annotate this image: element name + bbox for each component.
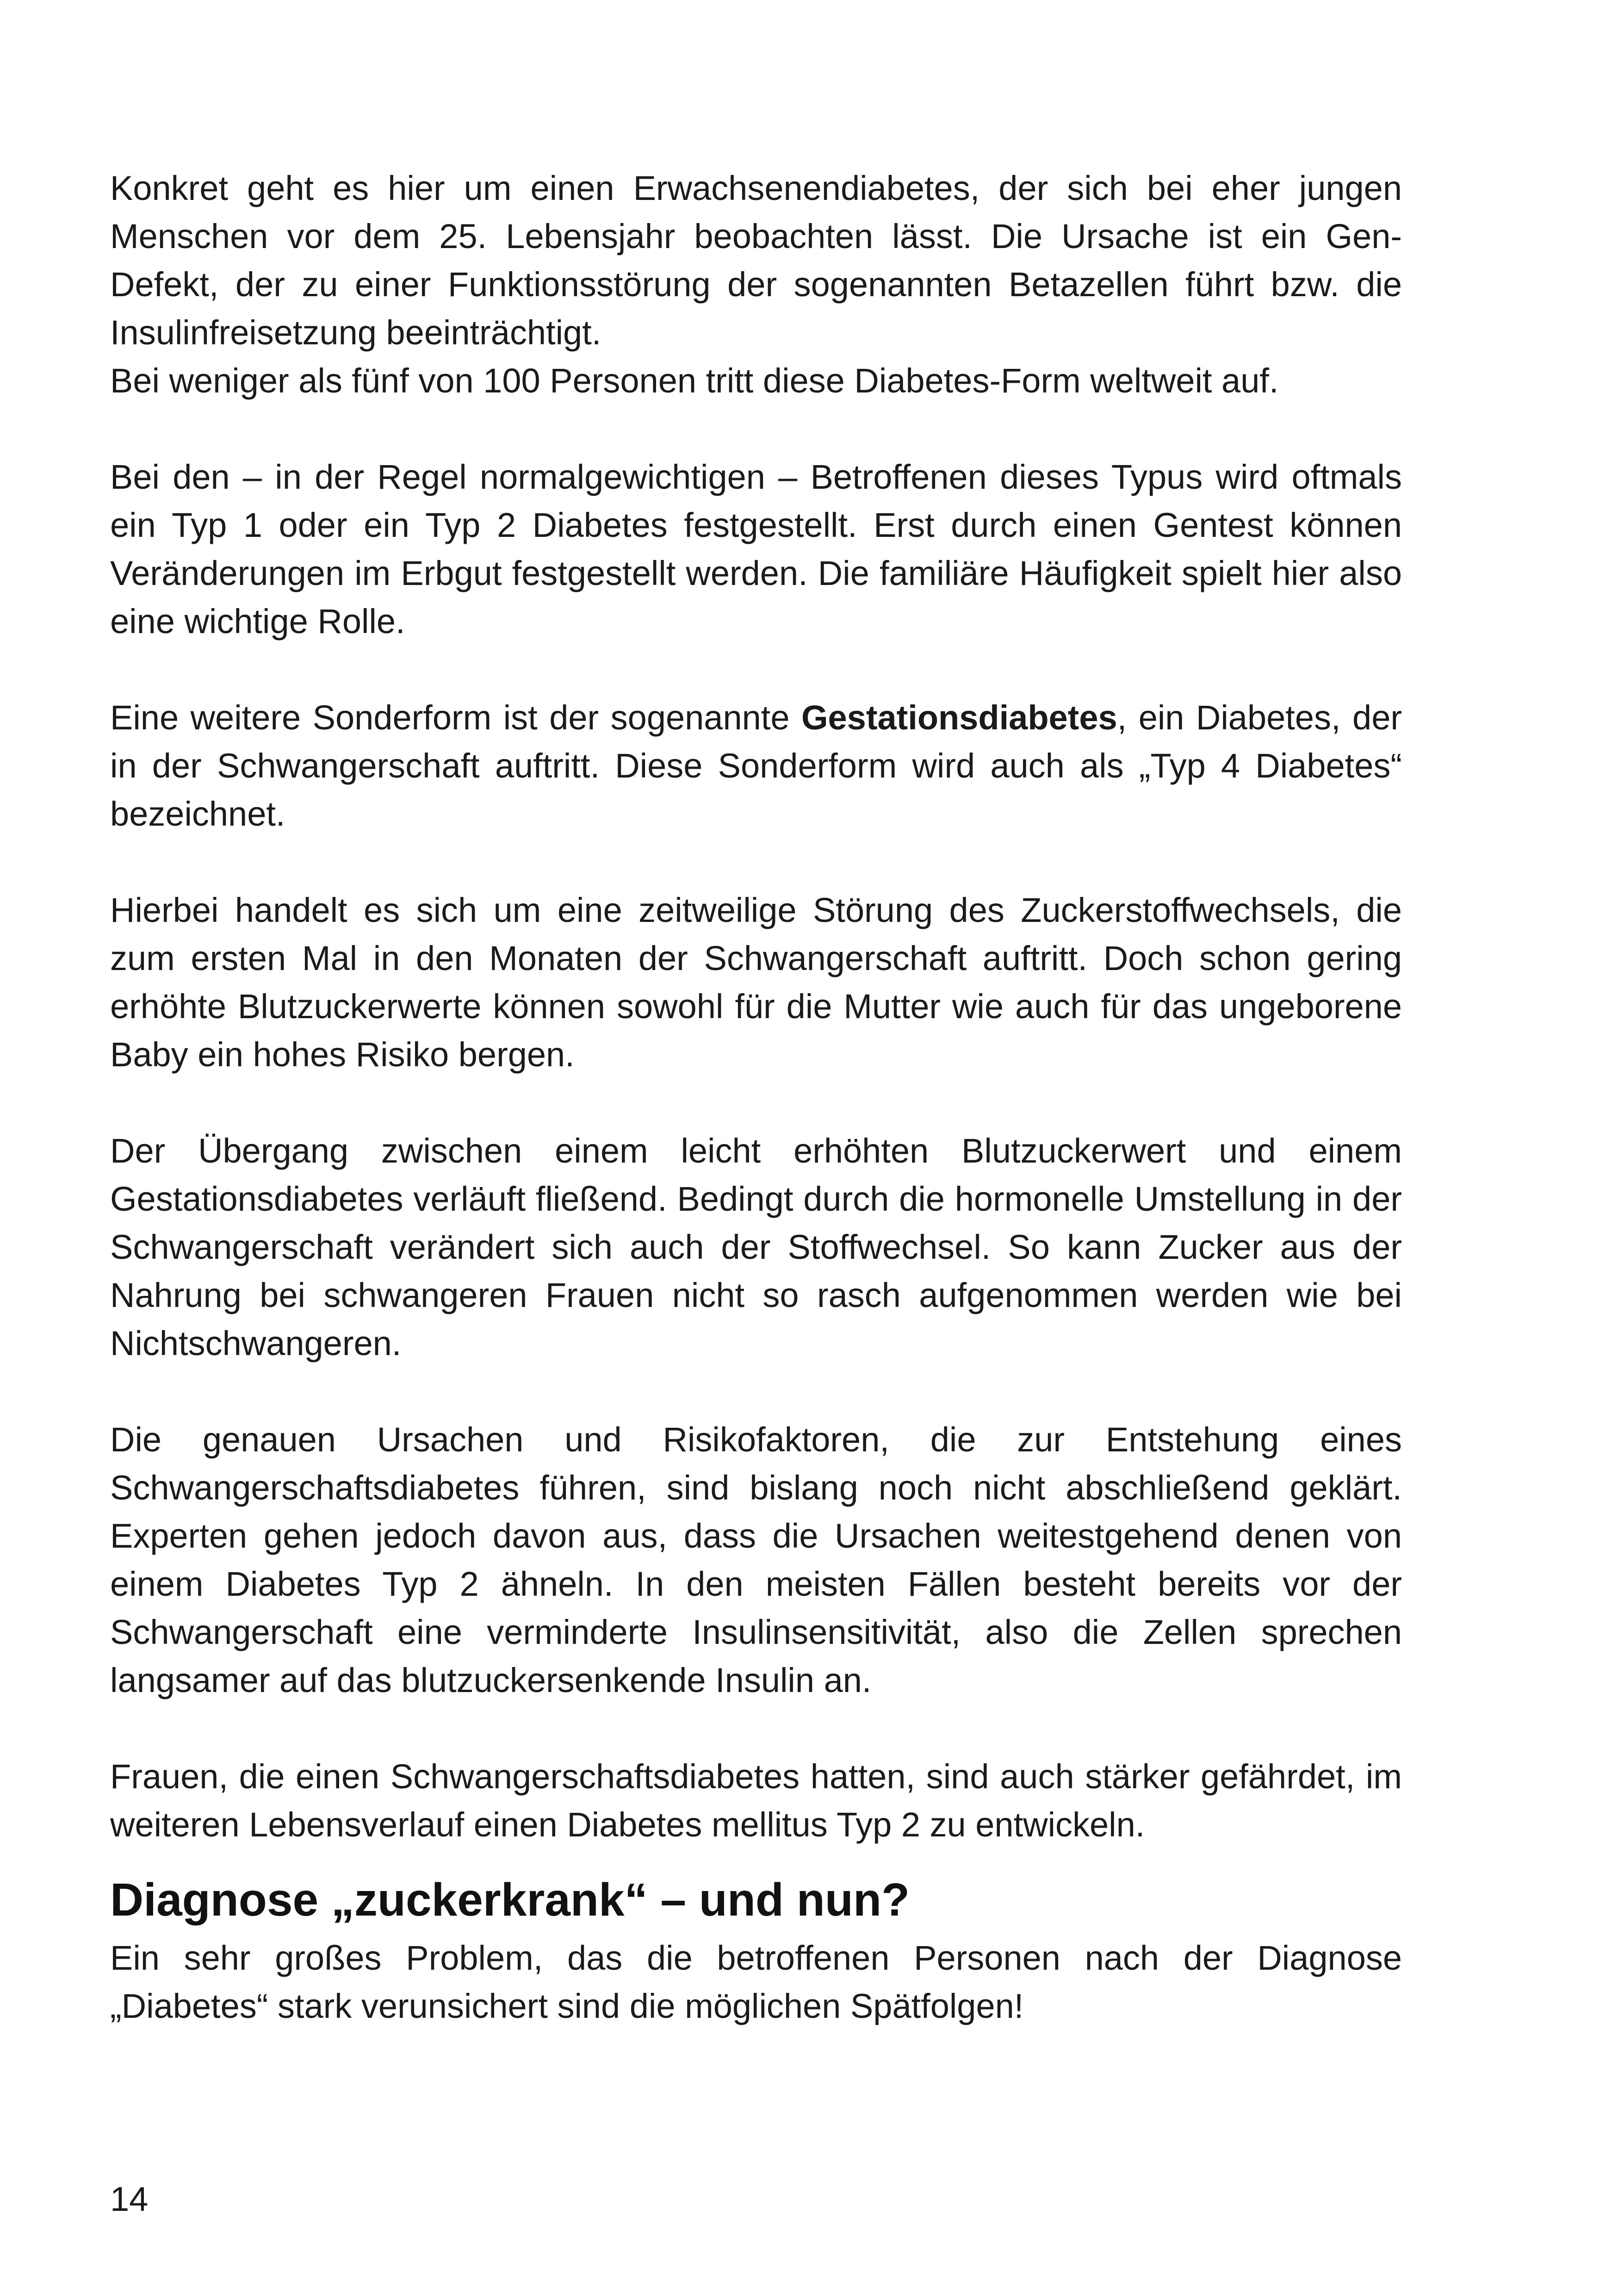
paragraph-typus: Bei den – in der Regel normalgewichtigen – Betroffenen dieses Typus wird oftmals ein Typ 1 oder ein Typ 2 Diabetes festgestellt. Erst durch einen Gentest können Veränderungen im Erbgut festgestellt werden. Die familiäre Häufigkeit spielt hier also eine wichtige Rolle.	[110, 458, 1402, 641]
paragraph-erwachsenendiabetes	[110, 164, 1402, 405]
page-content	[110, 164, 1402, 2030]
section-heading: Diagnose „zuckerkrank“ – und nun?	[110, 1874, 910, 1926]
paragraph-uebergang: Der Übergang zwischen einem leicht erhöhten Blutzuckerwert und einem Gestationsdiabetes verläuft fließend. Bedingt durch die hormonelle Umstellung in der Schwangerschaft verändert sich auch der Stoffwechsel. So kann Zucker aus der Nahrung bei schwangeren Frauen nicht so rasch aufgenommen werden wie bei Nichtschwangeren.	[110, 1132, 1402, 1363]
bold-term: Gestationsdiabetes	[801, 698, 1117, 737]
paragraph-ursachen: Die genauen Ursachen und Risikofaktoren, die zur Entstehung eines Schwangerschaftsdiabetes führen, sind bislang noch nicht abschließend geklärt. Experten gehen jedoch davon aus, dass die Ursachen weitestgehend denen von einem Diabetes Typ 2 ähneln. In den meisten Fällen besteht bereits vor der Schwangerschaft eine verminderte Insulinsensitivität, also die Zellen sprechen langsamer auf das blutzuckersenkende Insulin an.	[110, 1420, 1402, 1699]
paragraph-line: Bei weniger als fünf von 100 Personen tritt diese Diabetes-Form weltweit auf.	[110, 361, 1279, 400]
page-number: 14	[110, 2180, 149, 2218]
paragraph-zuckerstoffwechsel: Hierbei handelt es sich um eine zeitweilige Störung des Zuckerstoffwechsels, die zum ersten Mal in den Monaten der Schwangerschaft auftritt. Doch schon gering erhöhte Blutzuckerwerte können sowohl für die Mutter wie auch für das ungeborene Baby ein hohes Risiko bergen.	[110, 891, 1402, 1074]
paragraph-text: , ein Diabetes, der in der Schwangerschaft auftritt. Diese Sonderform wird auch als „Typ 4 Diabetes“ bezeichnet.	[110, 698, 1402, 833]
paragraph-spaetfolgen: Ein sehr großes Problem, das die betroffenen Personen nach der Diagnose „Diabetes“ stark verunsichert sind die möglichen Spätfolgen!	[110, 1939, 1402, 2025]
paragraph-text: Eine weitere Sonderform ist der sogenannte	[110, 698, 801, 737]
paragraph-line: Konkret geht es hier um einen Erwachsenendiabetes, der sich bei eher jungen Menschen vor dem 25. Lebensjahr beobachten lässt. Die Ursache ist ein Gen-Defekt, der zu einer Funktionsstörung der sogenannten Betazellen führt bzw. die Insulinfreisetzung beeinträchtigt.	[110, 169, 1402, 352]
paragraph-gestationsdiabetes	[110, 694, 1402, 838]
paragraph-risiko: Frauen, die einen Schwangerschaftsdiabetes hatten, sind auch stärker gefährdet, im weiteren Lebensverlauf einen Diabetes mellitus Typ 2 zu entwickeln.	[110, 1757, 1402, 1844]
